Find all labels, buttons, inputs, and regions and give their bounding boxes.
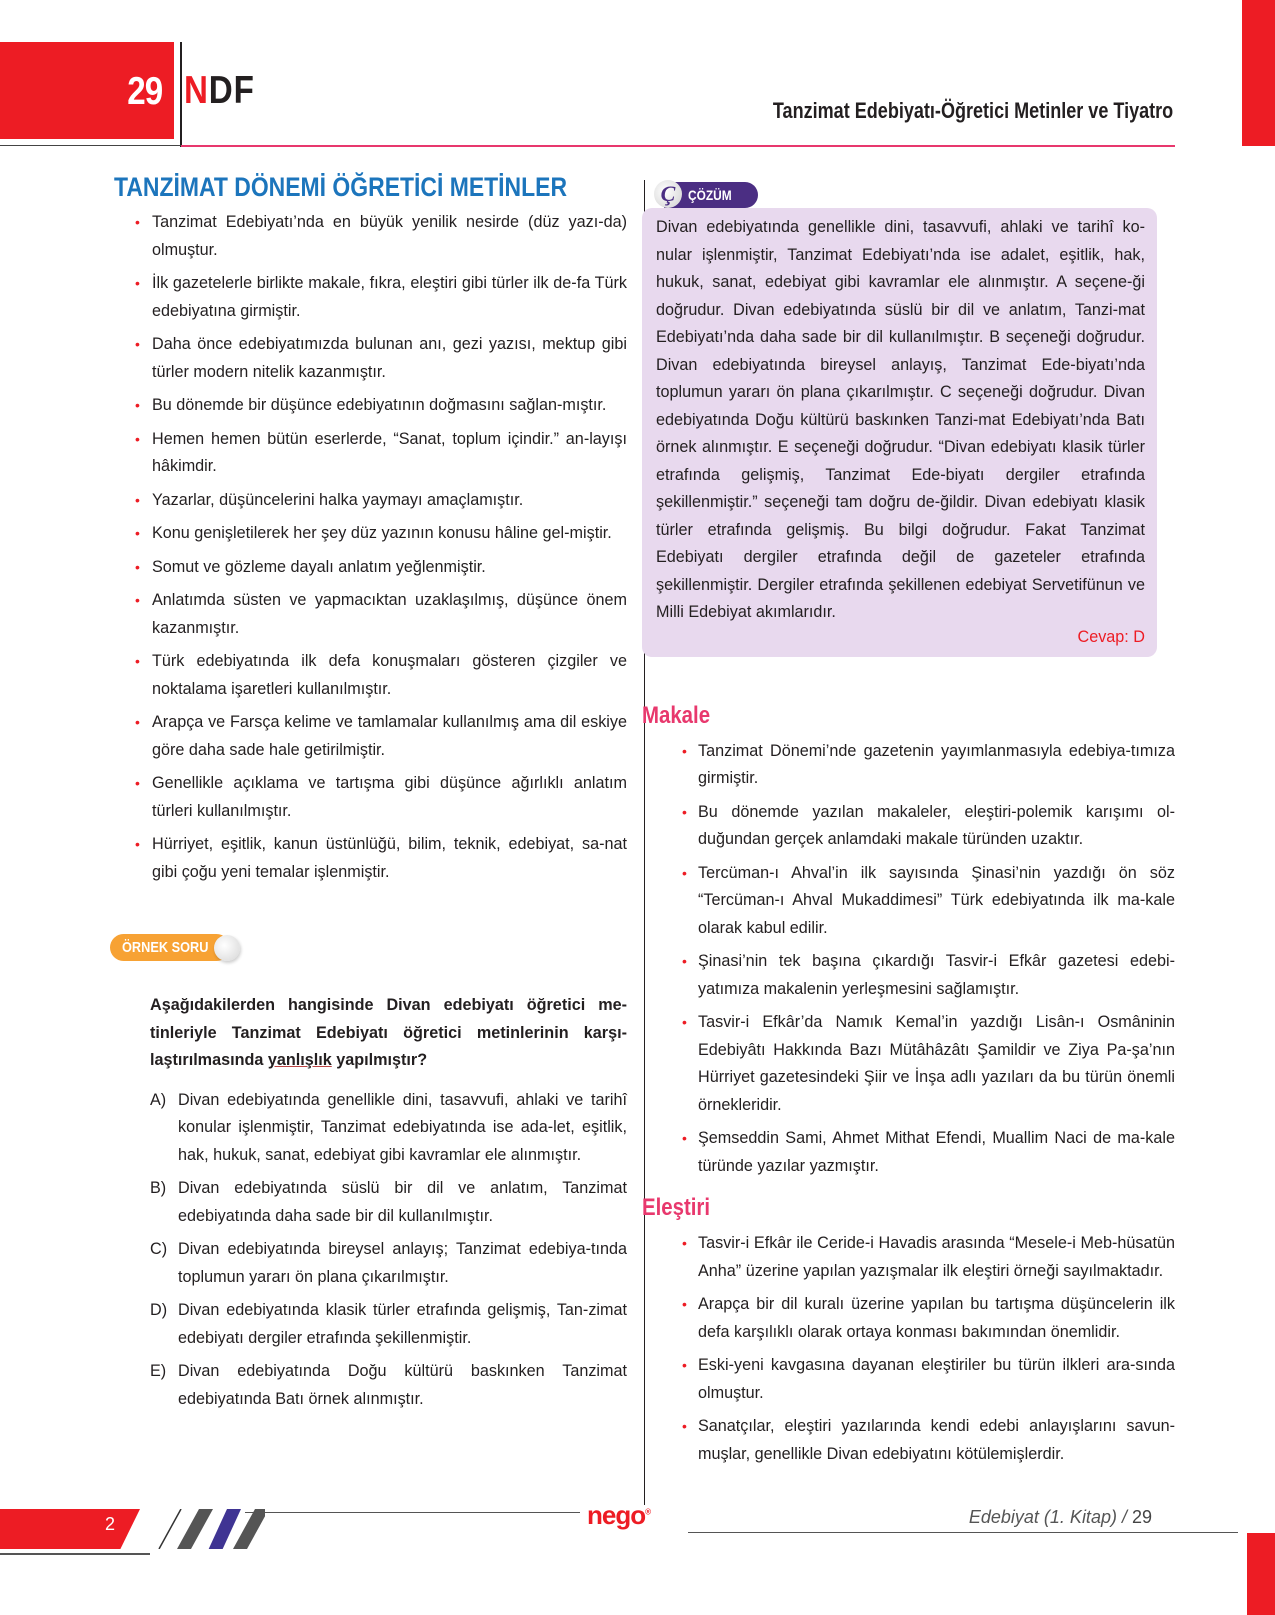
footer-edge-tab (1247, 1533, 1275, 1615)
book-reference (969, 1507, 1152, 1528)
list-item (112, 270, 627, 325)
publisher-logo (587, 1500, 650, 1531)
bullet-icon: • (682, 1357, 687, 1373)
brand-logo (184, 69, 255, 113)
list-item (112, 554, 627, 582)
bullet-icon: • (135, 336, 140, 352)
list-item (112, 770, 627, 825)
footer-underline (0, 1553, 150, 1555)
right-column (642, 180, 1175, 1474)
list-item (112, 648, 627, 703)
bullet-icon: • (682, 1235, 687, 1251)
list-item (660, 1009, 1175, 1119)
book-separator: / (1116, 1507, 1132, 1527)
list-item (660, 1125, 1175, 1180)
stripe-gray-1 (177, 1509, 213, 1549)
answer-option (150, 1087, 627, 1170)
list-item-text: Tercüman-ı Ahval’in ilk sayısında Şinasi’nin yazdığı ön söz “Tercüman-ı Ahval Mukaddimesi” Türk edebiyatında ilk ma-kale olarak kabul edilir. (698, 863, 1175, 937)
bullet-icon: • (135, 430, 140, 447)
book-title: Edebiyat (1. Kitap) (968, 1507, 1117, 1527)
example-badge-label: ÖRNEK SORU (122, 939, 209, 956)
toggle-knob-icon (214, 935, 240, 961)
list-item (112, 587, 627, 642)
list-item (112, 709, 627, 764)
bullet-icon: • (135, 592, 140, 608)
answer-options (150, 1087, 627, 1414)
bullet-icon: • (682, 1296, 687, 1312)
makale-list (660, 738, 1175, 1181)
option-letter: E) (150, 1362, 167, 1380)
list-item-text: Bu dönemde bir düşünce edebiyatının doğmasını sağlan-mıştır. (152, 396, 607, 414)
list-item (660, 799, 1175, 854)
list-item (660, 738, 1175, 793)
list-item (112, 209, 627, 264)
bullet-icon: • (135, 836, 140, 852)
list-item-text: Şinasi’nin tek başına çıkardığı Tasvir-i Efkâr gazetesi edebi-yatımıza makalenin yerleşmesini sağlamıştır. (698, 952, 1175, 998)
list-item (660, 1291, 1175, 1346)
list-item (112, 831, 627, 886)
elestiri-heading: Eleştiri (642, 1194, 711, 1221)
bullet-icon: • (135, 397, 140, 413)
example-question-badge (110, 934, 242, 964)
list-item (660, 1230, 1175, 1285)
list-item-text: Şemseddin Sami, Ahmet Mithat Efendi, Muallim Naci de ma-kale türünde yazılar yazmıştır. (698, 1129, 1175, 1175)
list-item-text: Sanatçılar, eleştiri yazılarında kendi edebi anlayışlarını savun-muşlar, genellikle Divan edebiyatını kötülemişlerdir. (698, 1417, 1175, 1463)
stripe-thin (159, 1509, 181, 1549)
option-text: Divan edebiyatında Doğu kültürü baskınken Tanzimat edebiyatında Batı örnek alınmıştır. (178, 1362, 627, 1408)
elestiri-list (660, 1230, 1175, 1468)
solution-text: Divan edebiyatında genellikle dini, tasavvufi, ahlaki ve tarihî ko-nular işlenmiştir, Tanzimat Edebiyatı’nda ise adalet, eşitlik, hak, hukuk, sanat, edebiyat gibi kavramlar ele alınmıştır. A seçene-ği doğrudur. Divan edebiyatında süslü bir dil ve anlatım, Tanzi-mat Edebiyatı’nda daha sade bir dil kullanılmıştır. B seçeneği doğrudur. Divan edebiyatında bireysel anlayış, Tanzimat Ede-biyatı’nda toplumun yararı ön plana çıkarılmıştır. C seçeneği doğrudur. Divan edebiyatında Doğu kültürü baskınken Tanzi-mat Edebiyatı’nda Batı örnek alınmıştır. E seçeneği doğrudur. “Divan edebiyatı klasik türler etrafında gelişmiş, Tanzimat Ede-biyatı dergiler etrafında şekillenmiştir.” seçeneği tam doğru de-ğildir. Divan edebiyatı klasik türler etrafında gelişmiş. Bu bilgi doğrudur. Fakat Tanzimat Edebiyatı dergiler etrafında değil de gazeteler etrafında şekillenmiştir. Dergiler etrafında şekillenen edebiyat Servetifünun ve Milli Edebiyat akımlarıdır. (656, 218, 1145, 621)
list-item (660, 1413, 1175, 1468)
bullet-icon: • (135, 275, 140, 291)
header-underline-dark (0, 145, 181, 146)
left-column (112, 172, 627, 1419)
chapter-title: Tanzimat Edebiyatı-Öğretici Metinler ve Tiyatro (772, 98, 1173, 123)
question-text (150, 992, 627, 1075)
bullet-icon: • (135, 714, 140, 730)
header-underline (181, 145, 1175, 147)
list-item-text: Somut ve gözleme dayalı anlatım yeğlenmiştir. (152, 557, 486, 576)
question-emphasis: yanlışlık (267, 1051, 332, 1069)
option-text: Divan edebiyatında genellikle dini, tasavvufi, ahlaki ve tarihî konular işlenmiştir, Tanzimat edebiyatında ise ada-let, eşitlik, hak, hukuk, sanat, edebiyat gibi kavramlar ele alınmıştır. (178, 1090, 627, 1164)
bullet-icon: • (682, 864, 687, 881)
bullet-icon: • (682, 953, 687, 969)
bullet-icon: • (135, 653, 140, 669)
option-text: Divan edebiyatında klasik türler etrafında gelişmiş, Tan-zimat edebiyatı dergiler etrafında şekillenmiştir. (178, 1301, 627, 1347)
list-item-text: Anlatımda süsten ve yapmacıktan uzaklaşılmış, düşünce önem kazanmıştır. (152, 591, 627, 637)
list-item-text: Eski-yeni kavgasına dayanan eleştiriler bu türün ilkleri ara-sında olmuştur. (698, 1356, 1175, 1402)
question-text-end: yapılmıştır? (331, 1051, 428, 1069)
footer-stripes-icon (145, 1509, 265, 1549)
book-page: 29 (1131, 1507, 1152, 1527)
makale-heading: Makale (642, 701, 711, 729)
header-page-number: 29 (126, 70, 162, 113)
list-item-text: Arapça ve Farsça kelime ve tamlamalar kullanılmış ama dil eskiye göre daha sade hale getirilmiştir. (152, 713, 627, 759)
list-item (112, 331, 627, 386)
list-item-text: Tasvir-i Efkâr’da Namık Kemal’in yazdığı Lisân-ı Osmâninin Edebiyâtı Hakkında Bazı Mütâhâzâtı Şamildir ve Ziya Pa-şa’nın Hürriyet gazetesindeki Şiir ve İnşa adlı yazıları da bu türün önemli örnekleridir. (698, 1013, 1175, 1114)
stripe-blue (205, 1509, 241, 1549)
solution-label: ÇÖZÜM (688, 187, 732, 203)
example-badge-pill (110, 934, 230, 961)
solution-c-icon: Ç (654, 180, 682, 208)
option-letter: B) (150, 1179, 167, 1197)
bullet-icon: • (682, 1130, 687, 1146)
option-letter: C) (150, 1240, 168, 1258)
list-item-text: Arapça bir dil kuralı üzerine yapılan bu tartışma düşüncelerin ilk defa karşılıklı olarak ortaya konması bakımından önemlidir. (698, 1295, 1175, 1341)
question-text-start: Aşağıdakilerden hangisinde Divan edebiyatı öğretici me-tinleriyle Tanzimat Edebiyatı öğretici metinlerinin karşı-laştırılmasında (150, 996, 627, 1069)
bullet-icon: • (135, 525, 140, 541)
list-item (660, 1352, 1175, 1407)
footer-rule-right (688, 1532, 1238, 1533)
list-item-text: Bu dönemde yazılan makaleler, eleştiri-polemik karışımı ol-duğundan gerçek anlamdaki makale türünden uzaktır. (698, 802, 1175, 848)
answer-option (150, 1358, 627, 1413)
footer-page-number: 2 (105, 1514, 116, 1534)
solution-badge (654, 180, 1175, 208)
option-text: Divan edebiyatında bireysel anlayış; Tanzimat edebiya-tında toplumun yararı ön plana çıkarılmıştır. (178, 1240, 627, 1286)
list-item (112, 426, 627, 481)
header-page-number-block (0, 42, 174, 139)
footer-page-block (0, 1509, 140, 1549)
bullet-icon: • (135, 491, 140, 508)
list-item (112, 487, 627, 515)
list-item-text: Hürriyet, eşitlik, kanun üstünlüğü, bilim, teknik, edebiyat, sa-nat gibi çoğu yeni temalar işlenmiştir. (152, 835, 627, 881)
header-divider (180, 42, 182, 147)
option-letter: A) (150, 1090, 167, 1109)
option-text: Divan edebiyatında süslü bir dil ve anlatım, Tanzimat edebiyatında daha sade bir dil kullanılmıştır. (178, 1179, 627, 1225)
list-item-text: Türk edebiyatında ilk defa konuşmaları gösteren çizgiler ve noktalama işaretleri kullanılmıştır. (152, 652, 627, 698)
bullet-icon: • (682, 742, 687, 759)
registered-mark: ® (645, 1507, 651, 1517)
bullet-icon: • (135, 775, 140, 791)
list-item-text: Daha önce edebiyatımızda bulunan anı, gezi yazısı, mektup gibi türler modern nitelik kazanmıştır. (152, 335, 627, 381)
answer-label: Cevap: D (1077, 627, 1145, 646)
list-item-text: Tanzimat Dönemi’nde gazetenin yayımlanmasıyla edebiya-tımıza girmiştir. (698, 741, 1175, 787)
list-item-text: Hemen hemen bütün eserlerde, “Sanat, toplum içindir.” an-layışı hâkimdir. (152, 429, 627, 475)
option-letter: D) (150, 1301, 168, 1319)
answer-option (150, 1236, 627, 1291)
list-item-text: İlk gazetelerle birlikte makale, fıkra, eleştiri gibi türler ilk de-fa Türk edebiyatına girmiştir. (152, 274, 627, 320)
header-edge-tab (1242, 0, 1275, 146)
section-title: TANZİMAT DÖNEMİ ÖĞRETİCİ METİNLER (114, 172, 568, 202)
list-item-text: Genellikle açıklama ve tartışma gibi düşünce ağırlıklı anlatım türleri kullanılmıştır. (152, 774, 627, 820)
bullet-icon: • (682, 1418, 687, 1434)
list-item (112, 392, 627, 420)
footer-rule-left (245, 1512, 580, 1513)
bullet-icon: • (682, 803, 687, 820)
bullet-icon: • (135, 214, 140, 230)
bullet-icon: • (682, 1014, 687, 1030)
answer-option (150, 1297, 627, 1352)
list-item-text: Tasvir-i Efkâr ile Ceride-i Havadis arasında “Mesele-i Meb-hüsatün Anha” üzerine yapılan yazışmalar ilk eleştiri örneği sayılmaktadır. (698, 1234, 1175, 1280)
publisher-logo-text: nego (587, 1500, 646, 1530)
list-item (112, 520, 627, 548)
list-item-text: Tanzimat Edebiyatı’nda en büyük yenilik nesirde (düz yazı-da) olmuştur. (152, 213, 627, 259)
brand-logo-n: N (184, 69, 209, 112)
list-item (660, 860, 1175, 943)
bullet-icon: • (135, 558, 140, 575)
brand-logo-df: DF (208, 69, 255, 112)
answer-option (150, 1175, 627, 1230)
list-item (660, 948, 1175, 1003)
feature-list (112, 209, 627, 886)
list-item-text: Yazarlar, düşüncelerini halka yaymayı amaçlamıştır. (152, 490, 524, 509)
solution-box (642, 208, 1157, 657)
list-item-text: Konu genişletilerek her şey düz yazının konusu hâline gel-miştir. (152, 524, 612, 542)
